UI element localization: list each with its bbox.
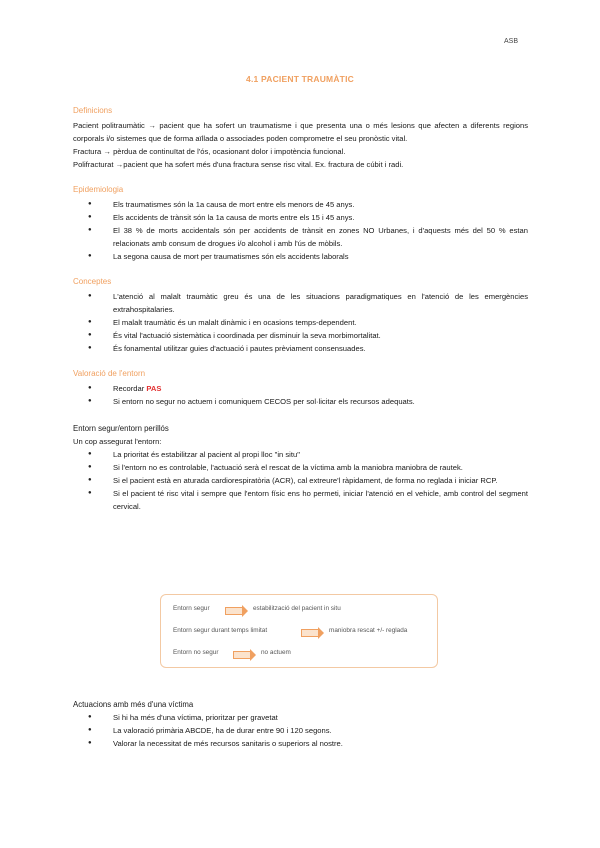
valoracio-list (73, 382, 528, 408)
header-code: ASB (503, 38, 518, 45)
list-item: ● Si l'entorn no es controlable, l'actuació serà el rescat de la víctima amb la maniobra maniobra de rautek. (73, 461, 528, 474)
list-item: ● La prioritat és estabilitzar al pacient al propi lloc "in situ" (73, 448, 528, 461)
arrow-right-icon (233, 651, 251, 659)
definition-fractura: Fractura → pèrdua de continuïtat de l'ós, ocasionant dolor i impotència funcional. (73, 147, 346, 156)
list-item: ● Si el pacient té risc vital i sempre que l'entorn físic ens ho permeti, iniciar l'atenció en el vehicle, amb control del segment cervical. (73, 487, 528, 513)
list-item: ● La valoració primària ABCDE, ha de durar entre 90 i 120 segons. (73, 724, 528, 737)
list-item: ● Els traumatismes són la 1a causa de mort entre els menors de 45 anys. (73, 198, 528, 211)
list-item: ● La segona causa de mort per traumatismes són els accidents laborals (73, 250, 528, 263)
diagram-left-label: Entorn no segur (173, 649, 219, 656)
conceptes-list (73, 290, 528, 355)
heading-actuacions: Actuacions amb més d'una víctima (73, 700, 194, 709)
heading-entorn: Entorn segur/entorn perillós (73, 424, 169, 433)
recordar-text: Recordar (113, 384, 147, 393)
heading-conceptes: Conceptes (73, 277, 112, 286)
arrow-right-icon (225, 607, 243, 615)
entorn-diagram (160, 594, 438, 668)
heading-epidemiologia: Epidemiologia (73, 185, 124, 194)
pas-highlight: PAS (146, 384, 162, 393)
diagram-left-label: Entorn segur durant temps limitat (173, 627, 268, 634)
actuacions-list (73, 711, 528, 750)
diagram-right-label: maniobra rescat +/- reglada (329, 627, 408, 634)
list-item: ● Si hi ha més d'una víctima, prioritzar per gravetat (73, 711, 528, 724)
subheading-entorn: Un cop assegurat l'entorn: (73, 437, 162, 446)
content-actuacions (73, 698, 528, 750)
list-item: ● El 38 % de morts accidentals són per accidents de trànsit en zones NO Urbanes, i d'aquests més del 50 % estan relacionats amb consum de drogues i/o alcohol i amb l'ús de mòbils. (73, 224, 528, 250)
list-item: ● És fonamental utilitzar guies d'actuació i pautes prèviament consensuades. (73, 342, 528, 355)
epidemiologia-list (73, 198, 528, 263)
arrow-right-icon (301, 629, 319, 637)
list-item: ● És vital l'actuació sistemàtica i coordinada per disminuir la seva morbimortalitat. (73, 329, 528, 342)
diagram-right-label: estabilització del pacient in situ (253, 605, 341, 612)
page-title: 4.1 PACIENT TRAUMÀTIC (246, 74, 354, 84)
list-item: ● El malalt traumàtic és un malalt dinàmic i en ocasions temps-dependent. (73, 316, 528, 329)
list-item: ● Els accidents de trànsit són la 1a causa de morts entre els 15 i 45 anys. (73, 211, 528, 224)
diagram-right-label: no actuem (261, 649, 291, 656)
diagram-left-label: Entorn segur (173, 605, 210, 612)
heading-definicions: Definicions (73, 106, 113, 115)
entorn-list (73, 448, 528, 513)
list-item: ● Si entorn no segur no actuem i comuniquem CECOS per sol·licitar els recursos adequats. (73, 395, 528, 408)
content (73, 104, 528, 513)
list-item: ● Si el pacient està en aturada cardiorespiratòria (ACR), cal extreure'l ràpidament, de forma no reglada i iniciar RCP. (73, 474, 528, 487)
definition-polifracturat: Polifracturat →pacient que ha sofert més d'una fractura sense risc vital. Ex. fractura de cúbit i radi. (73, 160, 404, 169)
list-item: ● Valorar la necessitat de més recursos sanitaris o superiors al nostre. (73, 737, 528, 750)
definition-politraumatic: Pacient politraumàtic → pacient que ha sofert un traumatisme i que presenta una o més lesions que afecten a diferents regions corporals i/o sistemes que de forma aïllada o associades poden comprometre el seu pronòstic vital. (73, 121, 528, 143)
list-item: ● L'atenció al malalt traumàtic greu és una de les situacions paradigmatiques en l'atenció de les emergències extrahospitalaries. (73, 290, 528, 316)
heading-valoracio: Valoració de l'entorn (73, 369, 146, 378)
list-item (73, 382, 528, 395)
